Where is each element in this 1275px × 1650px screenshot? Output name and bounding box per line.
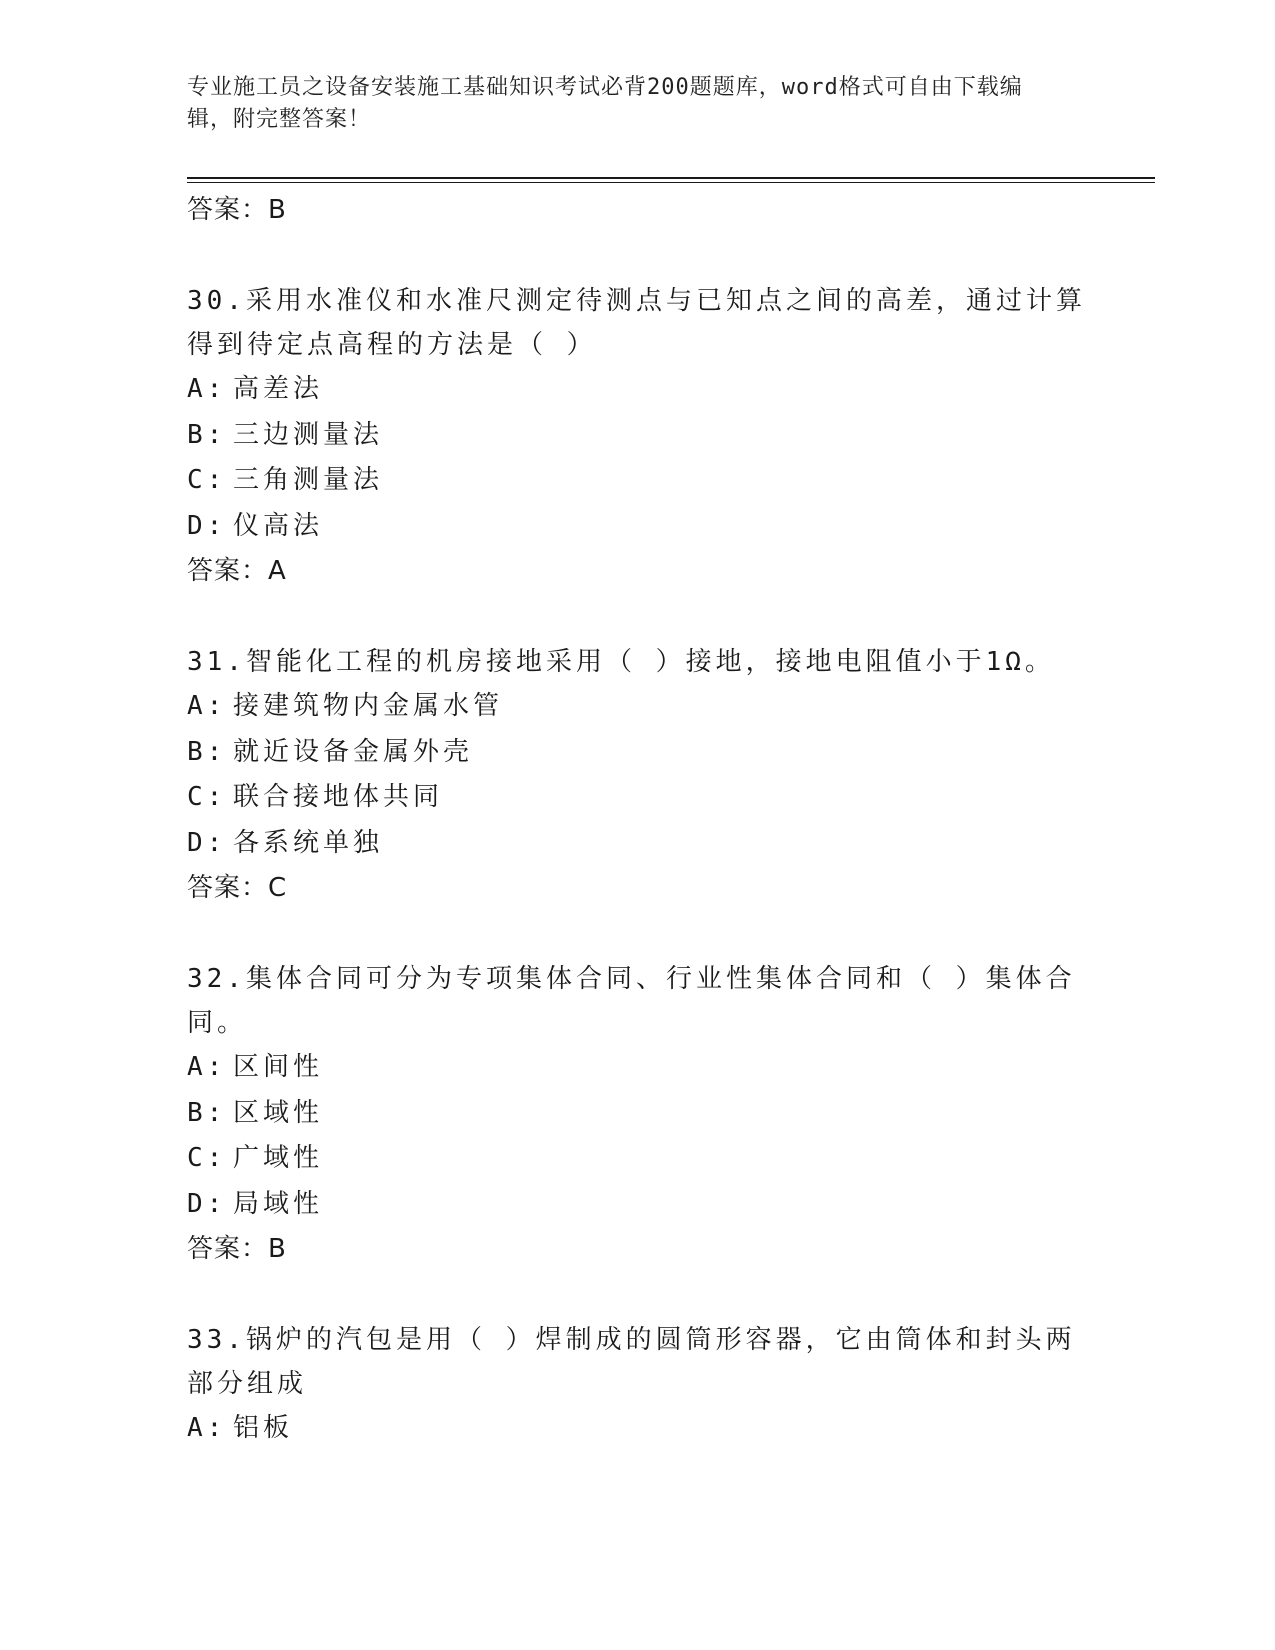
option-key: D: — [187, 1188, 227, 1219]
option-key: A: — [187, 691, 227, 721]
option-key: D: — [187, 827, 227, 858]
option-a — [187, 1406, 1087, 1452]
option-d — [187, 1182, 1087, 1228]
option-text: 仪高法 — [233, 510, 324, 541]
option-key: A: — [187, 374, 227, 404]
spacer — [187, 232, 1087, 279]
option-text: 就近设备金属外壳 — [233, 736, 474, 767]
option-key: A: — [187, 1052, 227, 1082]
spacer — [187, 1271, 1087, 1318]
document-header: 专业施工员之设备安装施工基础知识考试必背200题题库，word格式可自由下载编辑，附完整答案！ — [187, 75, 1023, 132]
option-text: 高差法 — [233, 374, 324, 404]
option-text: 区间性 — [233, 1052, 324, 1082]
option-key: D: — [187, 510, 227, 541]
question-31 — [187, 640, 1087, 910]
option-a — [187, 1045, 1087, 1091]
option-c — [187, 458, 1087, 504]
answer-31: 答案：C — [187, 873, 288, 903]
answer-29: 答案：B — [187, 195, 287, 225]
option-key: B: — [187, 736, 227, 767]
option-key: B: — [187, 419, 227, 450]
option-key: C: — [187, 782, 227, 812]
option-text: 各系统单独 — [233, 827, 384, 858]
option-d — [187, 821, 1087, 867]
spacer — [187, 910, 1087, 957]
option-a — [187, 684, 1087, 730]
question-32 — [187, 957, 1087, 1271]
question-stem: 32.集体合同可分为专项集体合同、行业性集体合同和（ ）集体合同。 — [187, 964, 1076, 1038]
question-stem: 30.采用水准仪和水准尺测定待测点与已知点之间的高差，通过计算得到待定点高程的方法是（ ） — [187, 286, 1086, 360]
option-key: B: — [187, 1097, 227, 1128]
option-text: 联合接地体共同 — [233, 782, 444, 812]
question-33 — [187, 1318, 1087, 1452]
option-b — [187, 730, 1087, 776]
option-text: 广域性 — [233, 1143, 324, 1173]
spacer — [187, 593, 1087, 640]
option-b — [187, 1091, 1087, 1137]
question-30 — [187, 279, 1087, 593]
question-stem: 33.锅炉的汽包是用（ ）焊制成的圆筒形容器，它由筒体和封头两部分组成 — [187, 1325, 1076, 1399]
option-text: 三边测量法 — [233, 419, 384, 450]
header-divider-thick — [187, 177, 1155, 179]
option-key: A: — [187, 1413, 227, 1443]
option-d — [187, 504, 1087, 550]
option-text: 三角测量法 — [233, 465, 384, 495]
option-text: 局域性 — [233, 1188, 324, 1219]
question-content — [187, 188, 1087, 1452]
option-a — [187, 367, 1087, 413]
option-text: 铝板 — [233, 1413, 294, 1443]
option-text: 区域性 — [233, 1097, 324, 1128]
option-c — [187, 775, 1087, 821]
option-key: C: — [187, 1143, 227, 1173]
option-b — [187, 413, 1087, 459]
answer-32: 答案：B — [187, 1234, 287, 1264]
answer-30: 答案：A — [187, 556, 287, 586]
option-key: C: — [187, 465, 227, 495]
question-stem: 31.智能化工程的机房接地采用（ ）接地，接地电阻值小于1Ω。 — [187, 647, 1055, 677]
header-divider-thin — [187, 182, 1155, 183]
option-text: 接建筑物内金属水管 — [233, 691, 504, 721]
option-c — [187, 1136, 1087, 1182]
